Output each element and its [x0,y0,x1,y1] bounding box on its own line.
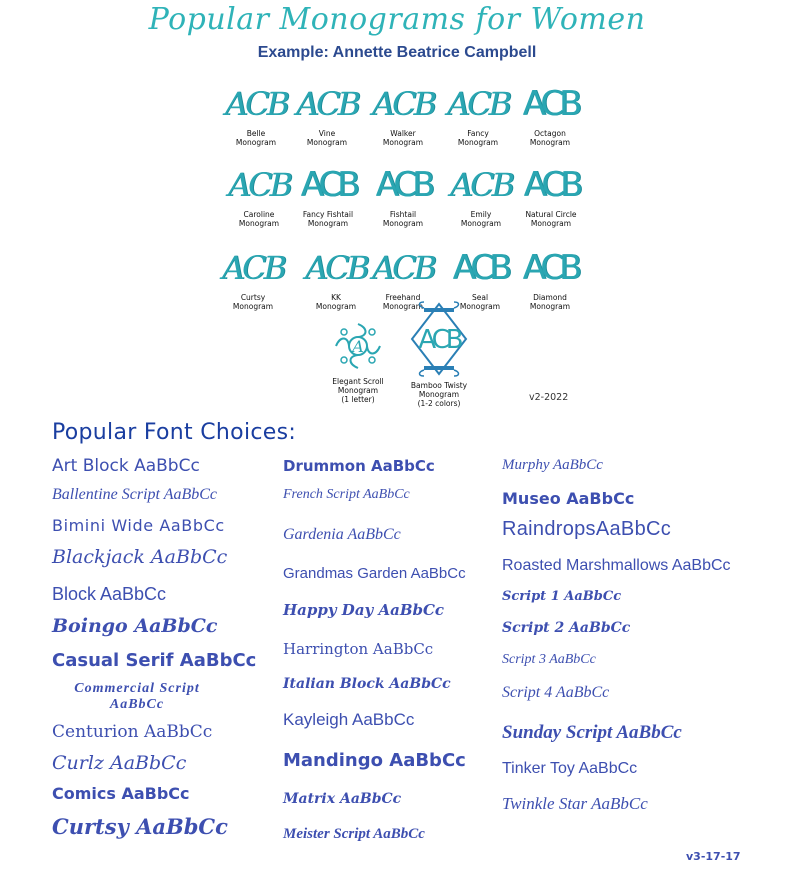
version-label: v2-2022 [529,392,569,403]
font-sample: Blackjack AaBbCc [52,546,228,568]
font-sample: Twinkle Star AaBbCc [502,794,648,813]
monogram-label: Caroline Monogram [238,210,280,228]
monogram-sample: ACB [522,84,578,124]
monogram-sample: ACB [227,166,291,204]
font-sample: Mandingo AaBbCc [283,750,466,771]
font-sample: Harrington AaBbCc [283,640,434,658]
font-sample: Curlz AaBbCc [52,752,187,774]
monogram-octagon [508,82,592,147]
font-sample: Block AaBbCc [52,584,167,604]
font-sample: Comics AaBbCc [52,784,190,803]
font-sample: Gardenia AaBbCc [283,526,401,543]
monogram-label: Freehand Monogram [382,293,424,311]
monogram-label: Diamond Monogram [529,293,571,311]
monogram-sample: ACB [522,248,578,288]
monogram-label: Vine Monogram [306,129,348,147]
font-sample: Museo AaBbCc [502,489,635,508]
font-sample: Happy Day AaBbCc [283,601,445,619]
font-sample: Script 1 AaBbCc [502,589,622,604]
font-sample: Curtsy AaBbCc [52,814,228,839]
monogram-sample: ACB [300,165,356,205]
monogram-label: KK Monogram [315,293,357,311]
monogram-elegant-scroll [316,318,400,404]
monogram-fancy-fishtail [286,163,370,228]
monogram-label: Seal Monogram [459,293,501,311]
monogram-label: Fancy Fishtail Monogram [302,210,354,228]
example-name: Example: Annette Beatrice Campbell [257,44,537,61]
font-sample: Ballentine Script AaBbCc [52,486,218,503]
bamboo-frame-icon [404,300,474,378]
font-sample: Italian Block AaBbCc [283,676,451,692]
monogram-sample: ACB [371,249,435,287]
font-sample: Sunday Script AaBbCc [502,722,682,743]
monogram-vine [285,82,369,147]
monogram-label: Belle Monogram [235,129,277,147]
font-sample: Script 3 AaBbCc [502,652,596,667]
monogram-curtsy [211,246,295,311]
font-sample: Art Block AaBbCc [52,456,200,476]
monogram-sample: ACB [221,249,285,287]
font-sample: French Script AaBbCc [283,487,410,502]
font-sample: Grandmas Garden AaBbCc [283,565,466,582]
font-sample: Meister Script AaBbCc [283,826,425,842]
monogram-fishtail [361,163,445,228]
font-sample: Roasted Marshmallows AaBbCc [502,557,731,574]
monogram-label: Walker Monogram [382,129,424,147]
scroll-ornament-icon [330,318,386,374]
monogram-sample: ACB [371,85,435,123]
page-title: Popular Monograms for Women [148,2,646,37]
monogram-sample: ACB [304,249,368,287]
fonts-heading: Popular Font Choices: [52,420,297,445]
font-sample: Script 4 AaBbCc [502,684,610,701]
monogram-label: Elegant Scroll Monogram (1 letter) [332,377,384,404]
font-sample: Casual Serif AaBbCc [52,650,257,671]
monogram-label: Fancy Monogram [457,129,499,147]
monogram-label: Curtsy Monogram [232,293,274,311]
monogram-sample: ACB [224,85,288,123]
font-sample: Murphy AaBbCc [502,457,603,473]
font-sample: Kayleigh AaBbCc [283,710,415,729]
font-sample: Script 2 AaBbCc [502,620,631,636]
monogram-sample: ACB [418,325,460,355]
font-sample: Tinker Toy AaBbCc [502,760,638,777]
monogram-sample: ACB [449,166,513,204]
font-sample: Drummon AaBbCc [283,457,435,475]
font-sample: Boingo AaBbCc [52,615,218,637]
monogram-sample: ACB [523,165,579,205]
monogram-label: Fishtail Monogram [382,210,424,228]
font-sample: RaindropsAaBbCc [502,518,672,540]
monogram-sample: ACB [295,85,359,123]
monogram-label: Emily Monogram [460,210,502,228]
font-sample: Centurion AaBbCc [52,722,213,742]
monogram-label: Octagon Monogram [529,129,571,147]
monogram-sample: A [352,337,364,356]
monogram-natural-circle [509,163,593,228]
monogram-sample: ACB [446,85,510,123]
monogram-walker [361,82,445,147]
monogram-label: Bamboo Twisty Monogram (1-2 colors) [410,381,468,408]
version-label: v3-17-17 [686,850,741,863]
font-sample: Matrix AaBbCc [283,791,402,807]
font-sample: Commercial Script AaBbCc [74,681,200,712]
monogram-bamboo-twisty [397,300,481,408]
monogram-diamond [508,246,592,311]
monogram-label: Natural Circle Monogram [525,210,577,228]
font-sample: Bimini Wide AaBbCc [52,516,225,535]
monogram-sample: ACB [375,165,431,205]
monogram-sample: ACB [452,248,508,288]
